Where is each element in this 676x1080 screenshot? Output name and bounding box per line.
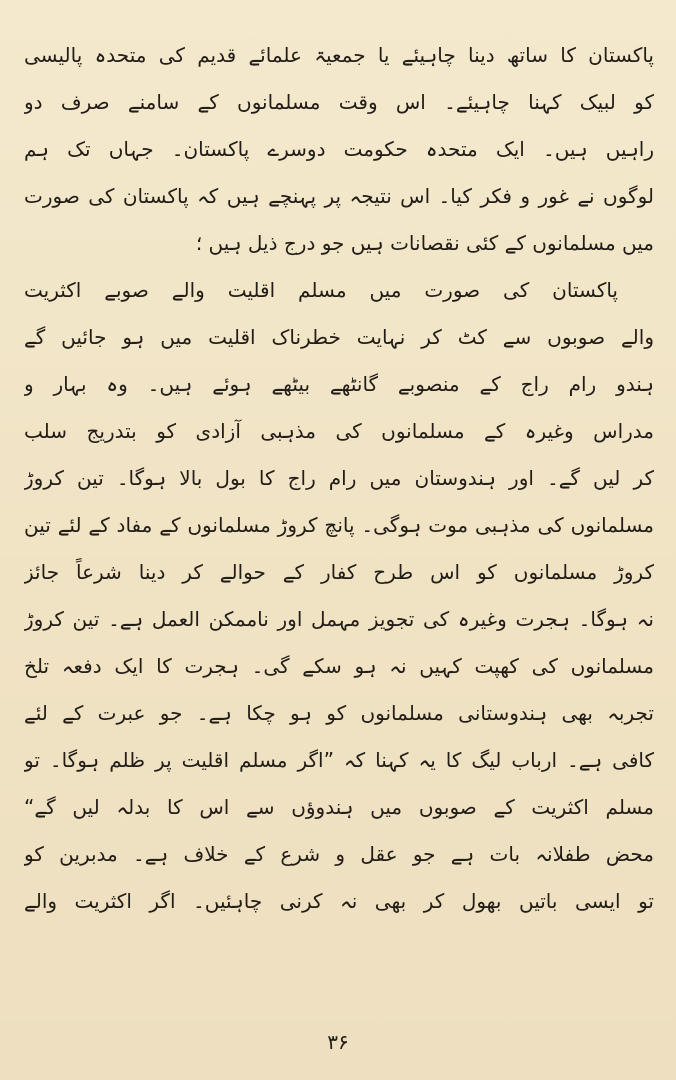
- text-line: میں مسلمانوں کے کئی نقصانات ہیں جو درج ذیل ہیں ؛: [195, 231, 654, 255]
- body-text: [24, 32, 654, 925]
- text-line: کر لیں گے۔ اور ہندوستان میں رام راج کا بول بالا ہوگا۔ تین کروڑ: [24, 466, 654, 490]
- text-line: محض طفلانہ بات ہے جو عقل و شرع کے خلاف ہے۔ مدبرین کو: [24, 842, 654, 866]
- text-line: کافی ہے۔ ارباب لیگ کا یہ کہنا کہ ”اگر مسلم اقلیت پر ظلم ہوگا۔ تو: [24, 748, 654, 772]
- text-line: مسلمانوں کی مذہبی موت ہوگی۔ پانچ کروڑ مسلمانوں کے مفاد کے لئے تین: [24, 513, 654, 537]
- text-line: مدراس وغیرہ کے مسلمانوں کی مذہبی آزادی کو بتدریج سلب: [24, 419, 654, 443]
- text-line: پاکستان کا ساتھ دینا چاہیئے یا جمعیۃ علمائے قدیم کی متحدہ پالیسی: [24, 43, 654, 67]
- page-number: ۳۶: [327, 1030, 349, 1054]
- text-line: لوگوں نے غور و فکر کیا۔ اس نتیجہ پر پہنچے ہیں کہ پاکستان کی صورت: [24, 184, 654, 208]
- text-line: تجربہ بھی ہندوستانی مسلمانوں کو ہو چکا ہے۔ جو عبرت کے لئے: [24, 701, 654, 725]
- text-line: کروڑ مسلمانوں کو اس طرح کفار کے حوالے کر دینا شرعاً جائز: [24, 560, 654, 584]
- text-line: راہیں ہیں۔ ایک متحدہ حکومت دوسرے پاکستان۔ جہاں تک ہم: [24, 137, 654, 161]
- text-line: مسلمانوں کی کھپت کہیں نہ ہو سکے گی۔ ہجرت کا ایک دفعہ تلخ: [24, 654, 654, 678]
- text-line: والے صوبوں سے کٹ کر نہایت خطرناک اقلیت میں ہو جائیں گے: [24, 325, 654, 349]
- text-line: نہ ہوگا۔ ہجرت وغیرہ کی تجویز مہمل اور ناممکن العمل ہے۔ تین کروڑ: [24, 607, 654, 631]
- paragraph-first-line: پاکستان کی صورت میں مسلم اقلیت والے صوبے اکثریت: [24, 278, 618, 302]
- text-line: ہندو رام راج کے منصوبے گانٹھے بیٹھے ہوئے ہیں۔ وہ بہار و: [24, 372, 654, 396]
- text-line: کو لبیک کہنا چاہیئے۔ اس وقت مسلمانوں کے سامنے صرف دو: [24, 90, 654, 114]
- text-line: تو ایسی باتیں بھول کر بھی نہ کرنی چاہئیں۔ اگر اکثریت والے: [24, 889, 654, 913]
- text-line: مسلم اکثریت کے صوبوں میں ہندوؤں سے اس کا بدلہ لیں گے“: [24, 795, 654, 819]
